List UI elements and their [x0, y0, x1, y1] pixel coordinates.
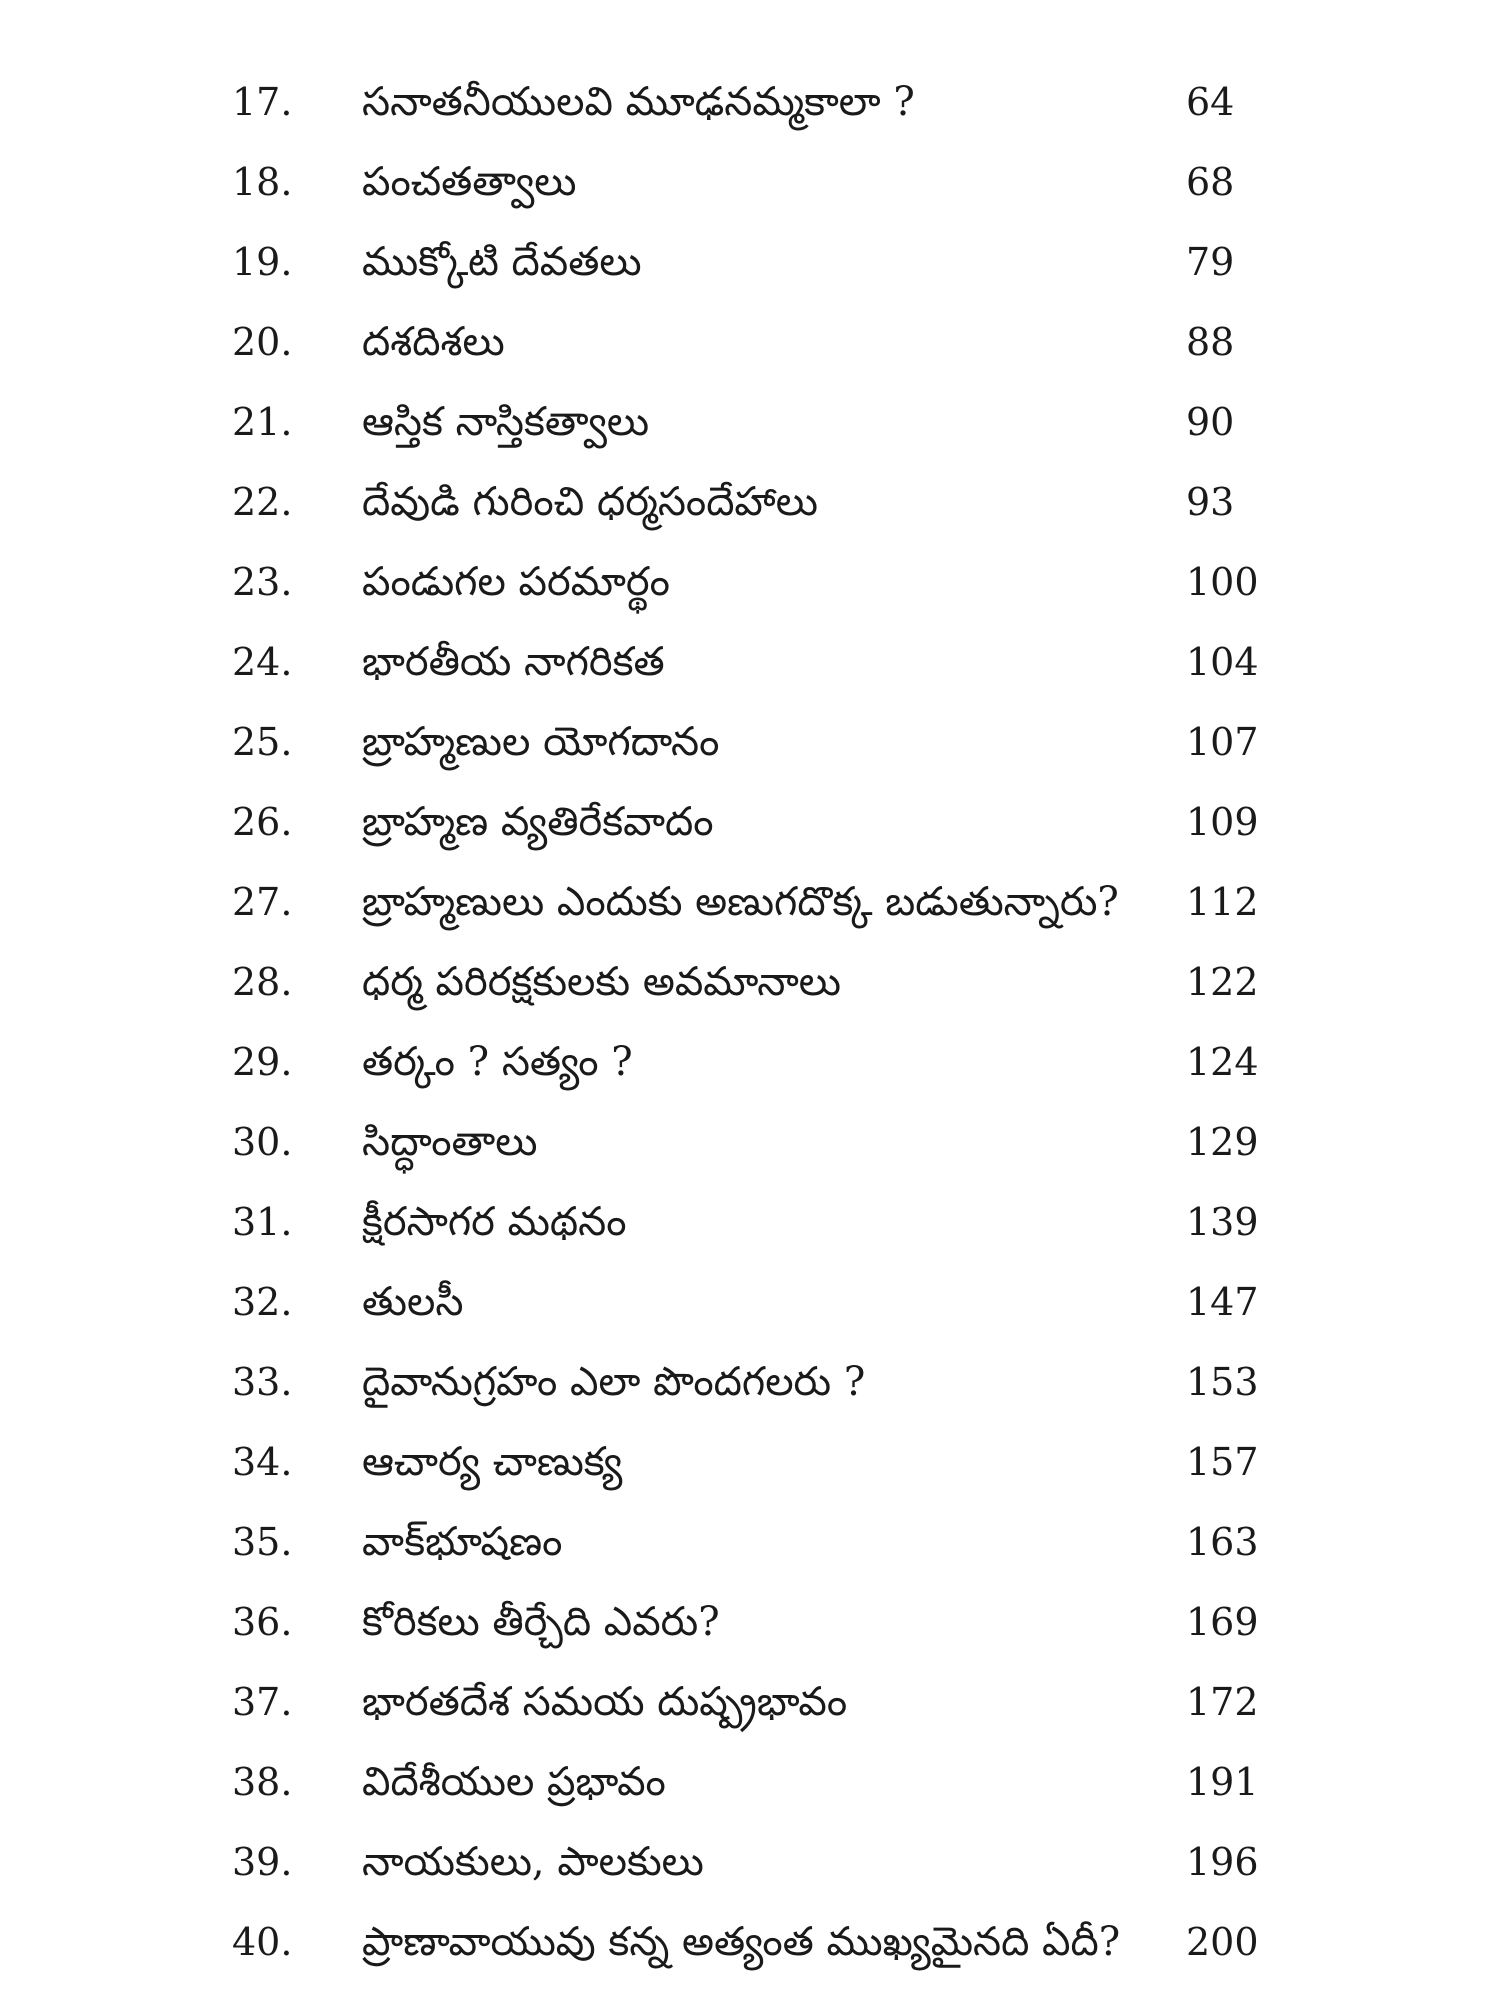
chapter-number: 35. [232, 1520, 293, 1564]
toc-entry [0, 462, 1500, 542]
chapter-title: క్షీరసాగర మథనం [362, 1199, 627, 1245]
chapter-title: వాక్‌భూషణం [362, 1519, 563, 1565]
chapter-title: పండుగల పరమార్థం [362, 559, 670, 605]
page-number: 196 [1186, 1840, 1259, 1884]
chapter-title: భారతీయ నాగరికత [362, 639, 665, 685]
chapter-title: సిద్ధాంతాలు [362, 1119, 538, 1165]
page-number: 122 [1186, 960, 1259, 1004]
page-number: 112 [1186, 880, 1259, 924]
chapter-title: దేవుడి గురించి ధర్మసందేహాలు [362, 479, 818, 525]
page-number: 79 [1186, 240, 1235, 284]
chapter-number: 19. [232, 240, 293, 284]
chapter-title: ఆచార్య చాణుక్య [362, 1439, 623, 1485]
page-number: 64 [1186, 80, 1235, 124]
page-number: 68 [1186, 160, 1235, 204]
chapter-title: తులసీ [362, 1279, 464, 1325]
chapter-title: సనాతనీయులవి మూఢనమ్మకాలా ? [362, 79, 915, 125]
chapter-number: 18. [232, 160, 293, 204]
toc-entry [0, 382, 1500, 462]
chapter-number: 24. [232, 640, 293, 684]
page-number: 107 [1186, 720, 1259, 764]
chapter-title: కోరికలు తీర్చేది ఎవరు? [362, 1599, 720, 1645]
page-number: 93 [1186, 480, 1235, 524]
chapter-number: 36. [232, 1600, 293, 1644]
toc-entry [0, 1742, 1500, 1822]
toc-entry [0, 1342, 1500, 1422]
chapter-number: 38. [232, 1760, 293, 1804]
chapter-number: 20. [232, 320, 293, 364]
toc-entry [0, 1102, 1500, 1182]
toc-entry [0, 1422, 1500, 1502]
page-number: 124 [1186, 1040, 1259, 1084]
chapter-title: పంచతత్వాలు [362, 159, 577, 205]
chapter-number: 40. [232, 1920, 293, 1964]
page-number: 90 [1186, 400, 1235, 444]
page-number: 129 [1186, 1120, 1259, 1164]
toc-entry [0, 1822, 1500, 1902]
chapter-title: భారతదేశ సమయ దుష్ప్రభావం [362, 1679, 848, 1725]
chapter-title: దశదిశలు [362, 319, 505, 365]
chapter-title: ముక్కోటి దేవతలు [362, 239, 642, 285]
toc-entry [0, 1182, 1500, 1262]
chapter-title: బ్రాహ్మణులు ఎందుకు అణుగదొక్క బడుతున్నారు? [362, 879, 1119, 925]
toc-entry [0, 1582, 1500, 1662]
chapter-number: 28. [232, 960, 293, 1004]
page-number: 163 [1186, 1520, 1259, 1564]
chapter-number: 27. [232, 880, 293, 924]
chapter-number: 17. [232, 80, 293, 124]
toc-entry [0, 1902, 1500, 1982]
chapter-title: తర్కం ? సత్యం ? [362, 1039, 633, 1085]
toc-entry [0, 62, 1500, 142]
page-number: 191 [1186, 1760, 1259, 1804]
chapter-title: ఆస్తిక నాస్తికత్వాలు [362, 399, 650, 445]
toc-entry [0, 542, 1500, 622]
page-number: 88 [1186, 320, 1235, 364]
chapter-number: 30. [232, 1120, 293, 1164]
chapter-number: 22. [232, 480, 293, 524]
chapter-number: 39. [232, 1840, 293, 1884]
chapter-title: ధర్మ పరిరక్షకులకు అవమానాలు [362, 959, 841, 1005]
page-number: 153 [1186, 1360, 1259, 1404]
chapter-number: 31. [232, 1200, 293, 1244]
toc-entry [0, 622, 1500, 702]
chapter-number: 33. [232, 1360, 293, 1404]
chapter-number: 29. [232, 1040, 293, 1084]
page-number: 169 [1186, 1600, 1259, 1644]
chapter-number: 21. [232, 400, 293, 444]
toc-entry [0, 302, 1500, 382]
toc-entry [0, 1662, 1500, 1742]
toc-entry [0, 142, 1500, 222]
toc-entry [0, 1502, 1500, 1582]
chapter-title: నాయకులు, పాలకులు [362, 1839, 704, 1885]
chapter-number: 34. [232, 1440, 293, 1484]
chapter-number: 25. [232, 720, 293, 764]
chapter-number: 37. [232, 1680, 293, 1724]
page-number: 109 [1186, 800, 1259, 844]
toc-entry [0, 1262, 1500, 1342]
page-number: 172 [1186, 1680, 1259, 1724]
page-number: 200 [1186, 1920, 1259, 1964]
page-number: 100 [1186, 560, 1259, 604]
chapter-number: 26. [232, 800, 293, 844]
page-number: 139 [1186, 1200, 1259, 1244]
chapter-number: 23. [232, 560, 293, 604]
page-number: 147 [1186, 1280, 1259, 1324]
chapter-title: దైవానుగ్రహం ఎలా పొందగలరు ? [362, 1359, 866, 1405]
toc-entry [0, 222, 1500, 302]
toc-entry [0, 862, 1500, 942]
chapter-title: విదేశీయుల ప్రభావం [362, 1759, 666, 1805]
chapter-title: బ్రాహ్మణ వ్యతిరేకవాదం [362, 799, 714, 845]
page-number: 104 [1186, 640, 1259, 684]
chapter-title: బ్రాహ్మణుల యోగదానం [362, 719, 720, 765]
page-number: 157 [1186, 1440, 1259, 1484]
toc-entry [0, 942, 1500, 1022]
chapter-title: ప్రాణావాయువు కన్న అత్యంత ముఖ్యమైనది ఏదీ? [362, 1919, 1121, 1965]
toc-entry [0, 1022, 1500, 1102]
chapter-number: 32. [232, 1280, 293, 1324]
toc-entry [0, 782, 1500, 862]
toc-entry [0, 702, 1500, 782]
